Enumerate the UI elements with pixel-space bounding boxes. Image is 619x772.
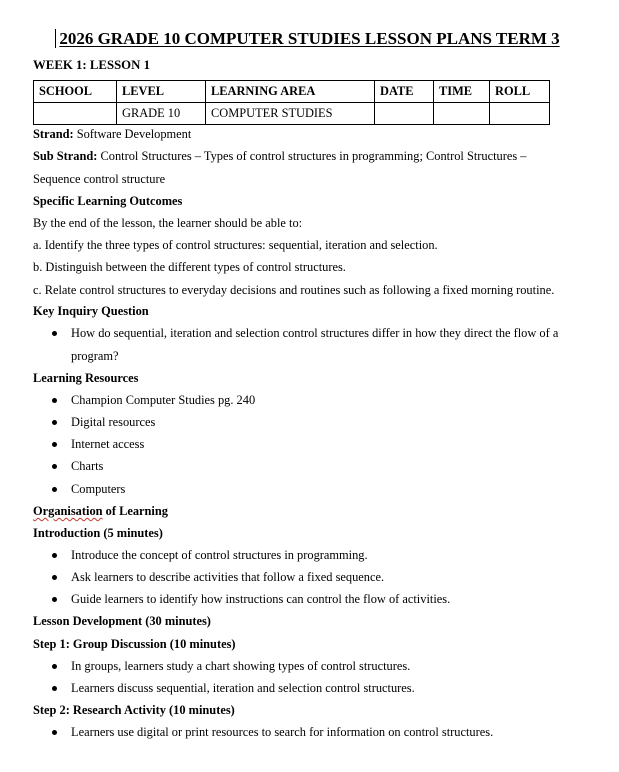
step1-heading: Step 1: Group Discussion (10 minutes) — [33, 637, 236, 651]
bullet-icon — [52, 686, 57, 691]
table-row — [34, 103, 550, 125]
slo-item-a: a. Identify the three types of control structures: sequential, iteration and selection. — [33, 238, 438, 252]
sub-strand-value: Control Structures – Types of control structures in programming; Control Structures – — [97, 149, 527, 163]
slo-item-c: c. Relate control structures to everyday decisions and routines such as following a fixed morning routine. — [33, 283, 555, 297]
introduction-heading: Introduction (5 minutes) — [33, 526, 163, 540]
list-item: Introduce the concept of control structures in programming. — [71, 548, 368, 562]
header-date: DATE — [375, 81, 434, 103]
bullet-icon — [52, 398, 57, 403]
organisation-heading-rest: of Learning — [102, 504, 168, 518]
bullet-icon — [52, 464, 57, 469]
sub-strand-continuation: Sequence control structure — [33, 172, 166, 186]
strand-value: Software Development — [73, 127, 192, 141]
organisation-heading — [33, 503, 168, 519]
list-item: Champion Computer Studies pg. 240 — [71, 393, 256, 407]
strand-line — [33, 126, 191, 142]
document-title — [0, 29, 619, 49]
slo-item-b: b. Distinguish between the different types of control structures. — [33, 260, 346, 274]
list-item: Guide learners to identify how instructions can control the flow of activities. — [71, 592, 451, 606]
cell-level: GRADE 10 — [117, 103, 206, 125]
bullet-icon — [52, 553, 57, 558]
kiq-heading: Key Inquiry Question — [33, 304, 149, 318]
list-item: Computers — [71, 482, 126, 496]
kiq-question-continuation: program? — [71, 349, 119, 363]
document-title-text: 2026 GRADE 10 COMPUTER STUDIES LESSON PLANS TERM 3 — [59, 29, 560, 48]
development-heading: Lesson Development (30 minutes) — [33, 614, 211, 628]
bullet-icon — [52, 597, 57, 602]
sub-strand-line — [33, 148, 526, 164]
list-item: Ask learners to describe activities that follow a fixed sequence. — [71, 570, 385, 584]
bullet-icon — [52, 331, 57, 336]
bullet-icon — [52, 575, 57, 580]
list-item: Learners discuss sequential, iteration and selection control structures. — [71, 681, 415, 695]
slo-heading: Specific Learning Outcomes — [33, 194, 183, 208]
list-item: Digital resources — [71, 415, 156, 429]
cell-learning-area: COMPUTER STUDIES — [206, 103, 375, 125]
cell-roll — [490, 103, 550, 125]
cell-time — [434, 103, 490, 125]
header-time: TIME — [434, 81, 490, 103]
header-learning-area: LEARNING AREA — [206, 81, 375, 103]
step2-heading: Step 2: Research Activity (10 minutes) — [33, 703, 235, 717]
header-level: LEVEL — [117, 81, 206, 103]
header-school: SCHOOL — [34, 81, 117, 103]
resources-heading: Learning Resources — [33, 371, 139, 385]
strand-label: Strand: — [33, 127, 74, 141]
slo-intro: By the end of the lesson, the learner should be able to: — [33, 216, 303, 230]
list-item: Charts — [71, 459, 104, 473]
list-item: Internet access — [71, 437, 145, 451]
bullet-icon — [52, 442, 57, 447]
list-item: In groups, learners study a chart showing types of control structures. — [71, 659, 411, 673]
spellcheck-word: Organisation — [33, 504, 103, 518]
bullet-icon — [52, 730, 57, 735]
header-roll: ROLL — [490, 81, 550, 103]
bullet-icon — [52, 664, 57, 669]
bullet-icon — [52, 487, 57, 492]
week-lesson-heading: WEEK 1: LESSON 1 — [33, 58, 150, 72]
list-item: Learners use digital or print resources to search for information on control structures. — [71, 725, 494, 739]
bullet-icon — [52, 420, 57, 425]
lesson-info-table — [33, 80, 550, 125]
sub-strand-label: Sub Strand: — [33, 149, 98, 163]
kiq-question: How do sequential, iteration and selection control structures differ in how they direct the flow of a — [71, 326, 559, 340]
cell-school — [34, 103, 117, 125]
table-header-row — [34, 81, 550, 103]
cell-date — [375, 103, 434, 125]
